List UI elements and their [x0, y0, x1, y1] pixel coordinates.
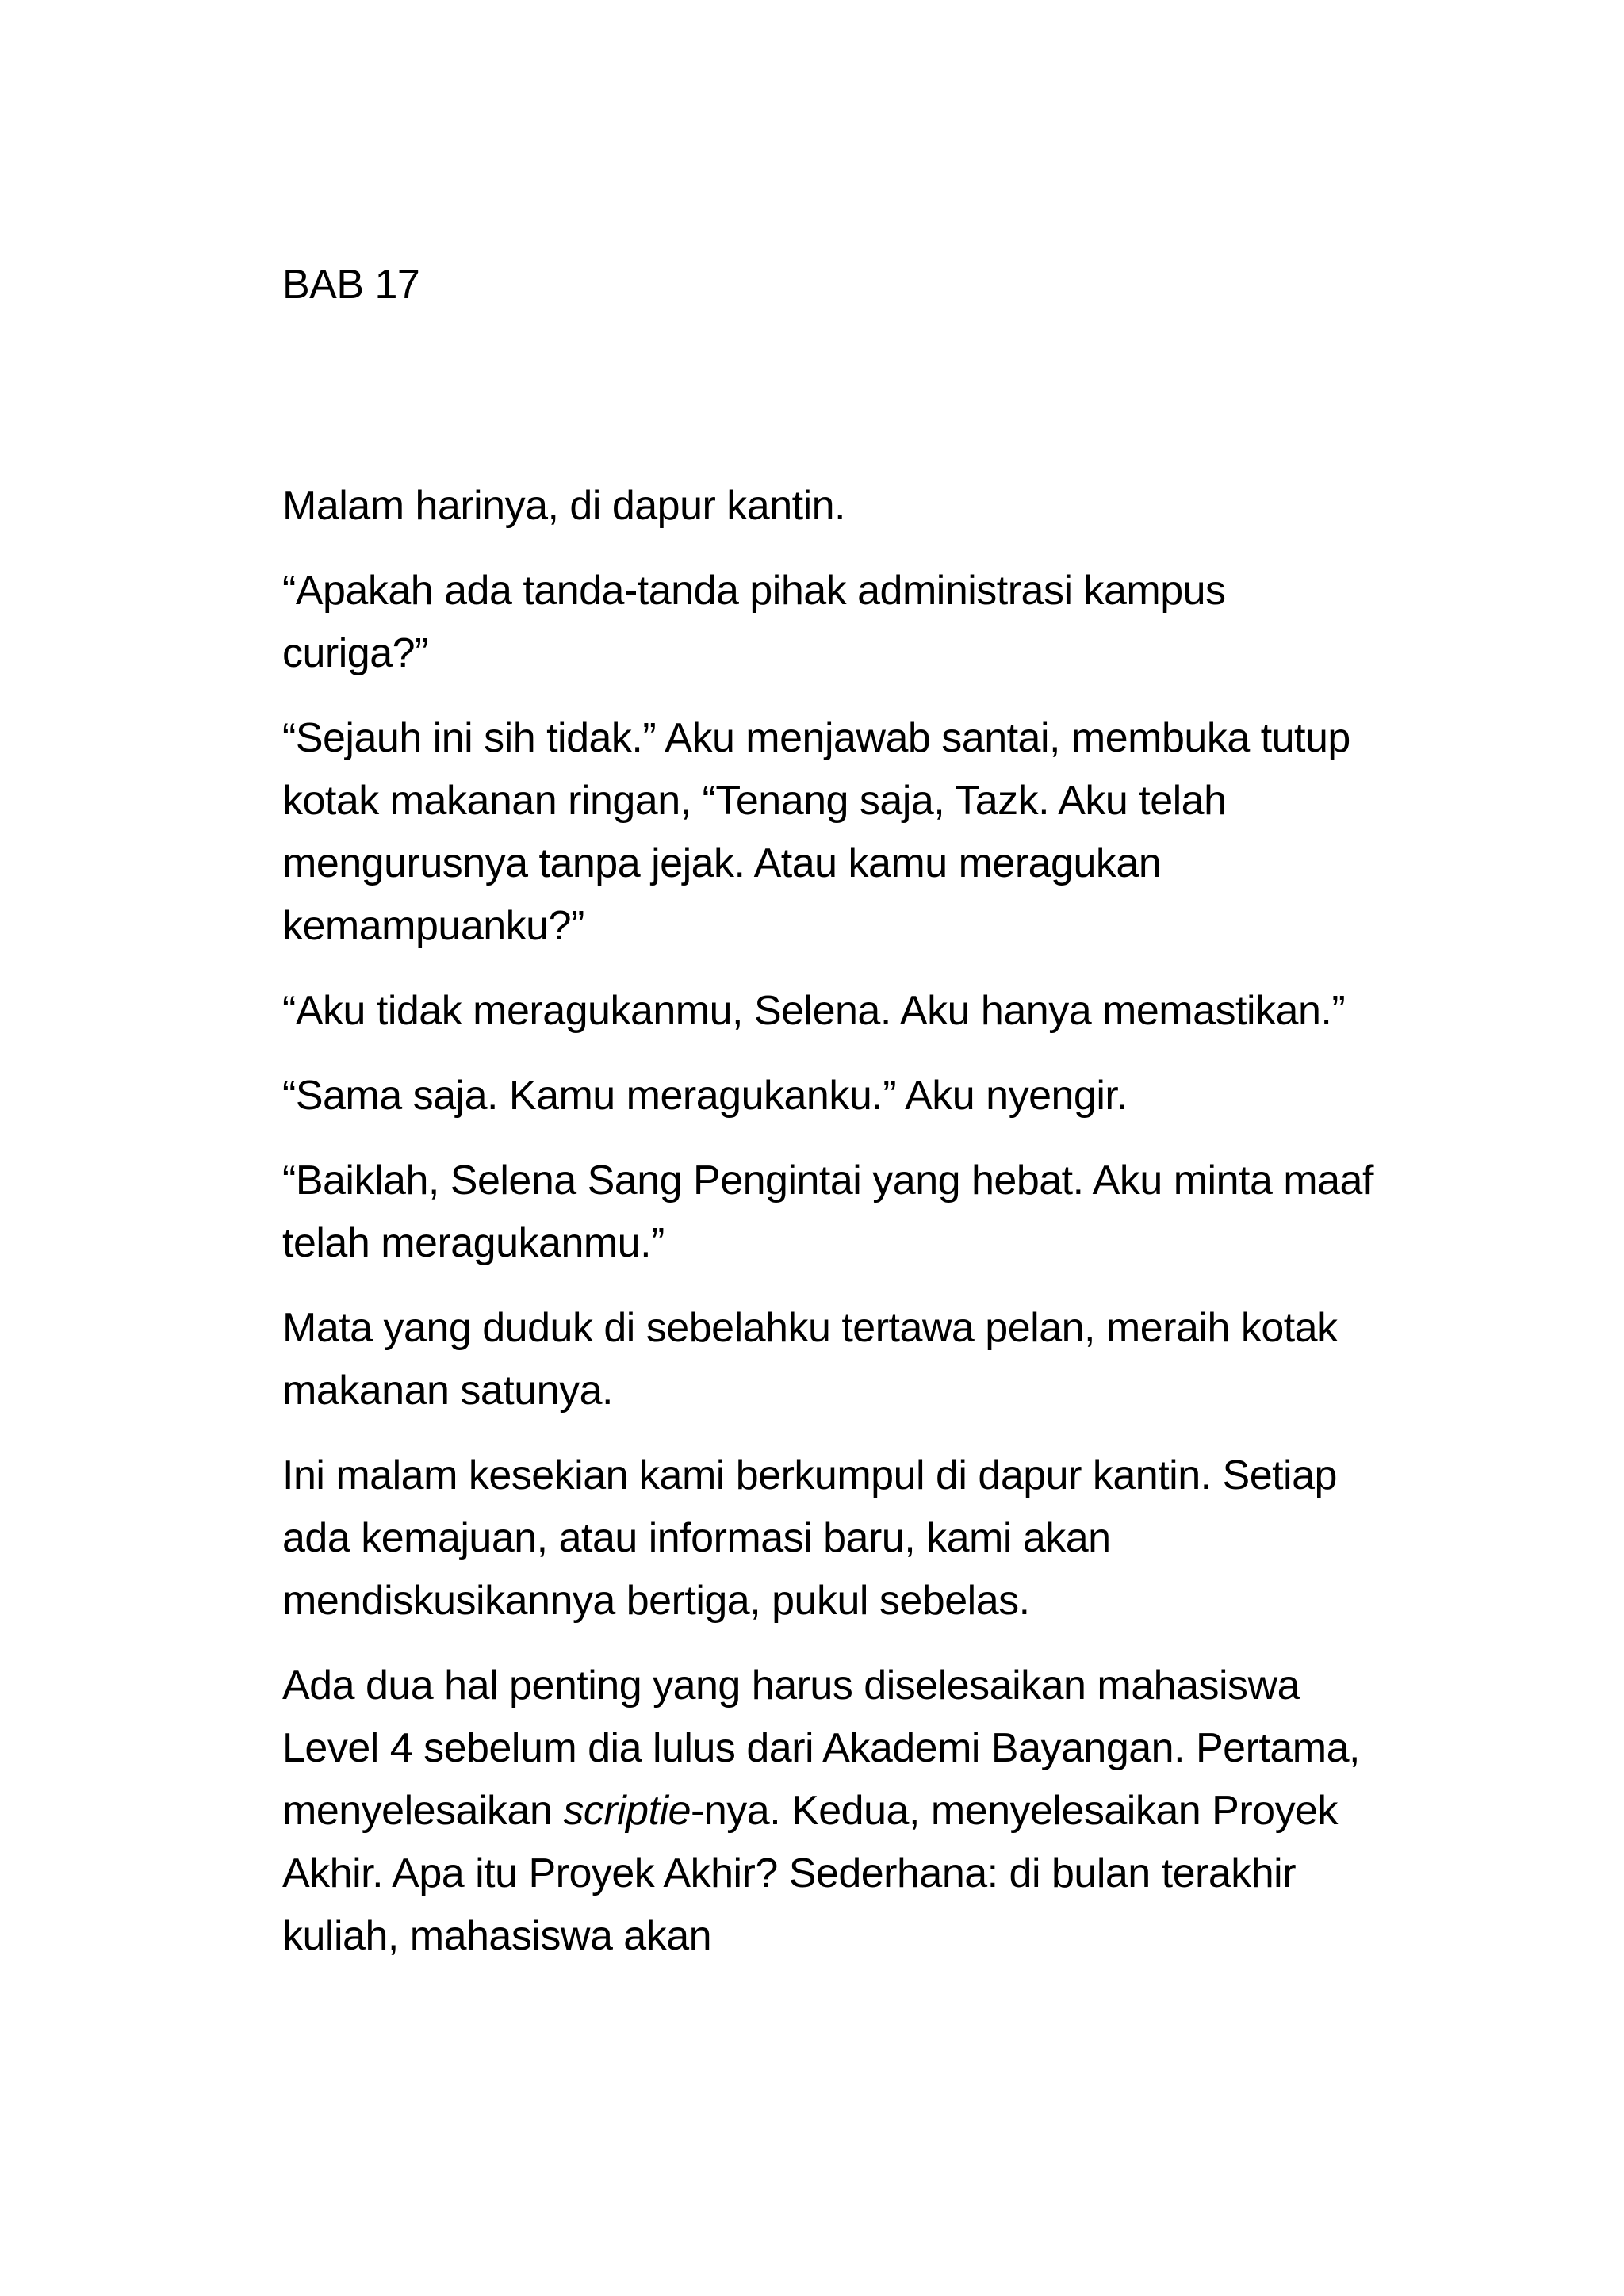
paragraph: “Sejauh ini sih tidak.” Aku menjawab santai, membuka tutup kotak makanan ringan, “Tenang saja, Tazk. Aku telah mengurusnya tanpa jejak. Atau kamu meragukan kemampuanku?”: [282, 715, 1350, 949]
paragraph: “Aku tidak meragukanmu, Selena. Aku hanya memastikan.”: [282, 988, 1346, 1034]
paragraph-text: Ada dua hal penting yang harus diselesaikan mahasiswa Level 4 sebelum dia lulus dari Akademi Bayangan. Pertama, menyelesaikan: [282, 1663, 1360, 1834]
paragraph: Ini malam kesekian kami berkumpul di dapur kantin. Setiap ada kemajuan, atau informasi baru, kami akan mendiskusikannya bertiga, pukul sebelas.: [282, 1452, 1337, 1624]
paragraph: Mata yang duduk di sebelahku tertawa pelan, meraih kotak makanan satunya.: [282, 1305, 1338, 1414]
paragraph-text: -nya. Kedua, menyelesaikan Proyek Akhir. Apa itu Proyek Akhir? Sederhana: di bulan terakhir kuliah, mahasiswa akan: [282, 1788, 1338, 1959]
chapter-heading: BAB 17: [282, 262, 420, 308]
document-page: [282, 254, 1377, 1990]
paragraph: “Apakah ada tanda-tanda pihak administrasi kampus curiga?”: [282, 568, 1226, 676]
paragraph: [282, 1655, 1377, 1968]
paragraph: Malam harinya, di dapur kantin.: [282, 483, 845, 529]
paragraph: “Baiklah, Selena Sang Pengintai yang hebat. Aku minta maaf telah meragukanmu.”: [282, 1158, 1373, 1266]
italic-term: scriptie: [563, 1788, 691, 1834]
paragraph: “Sama saja. Kamu meragukanku.” Aku nyengir.: [282, 1073, 1128, 1119]
